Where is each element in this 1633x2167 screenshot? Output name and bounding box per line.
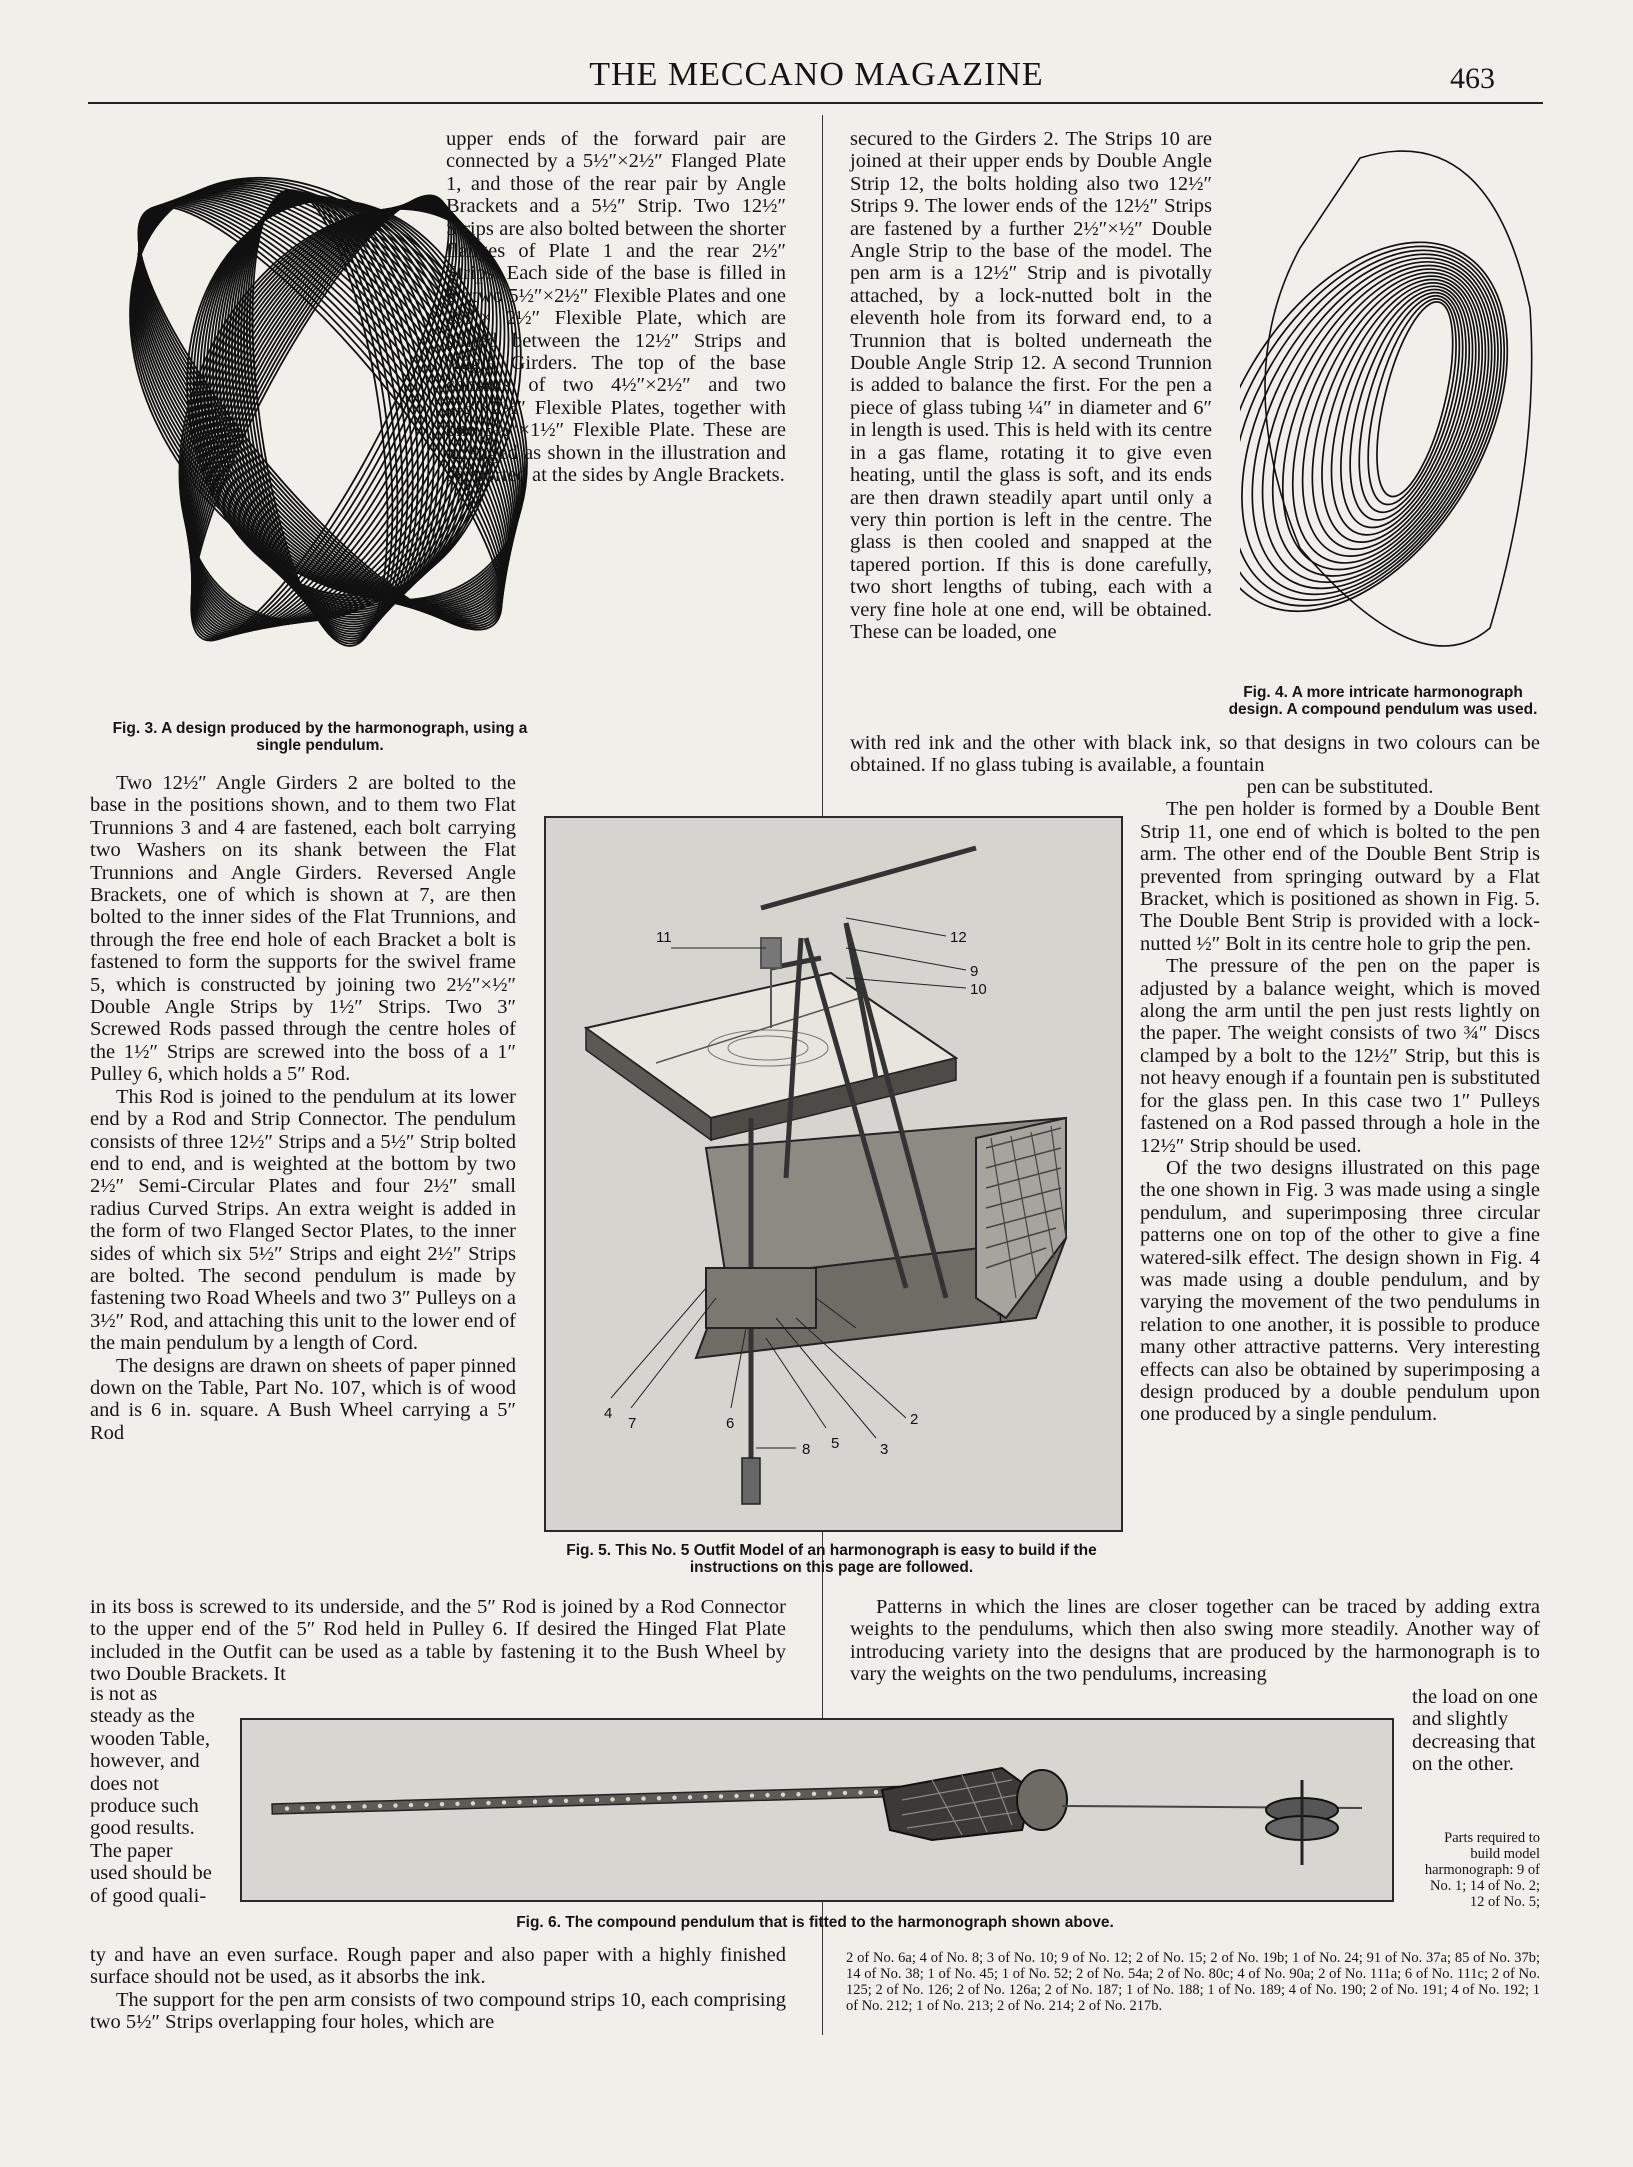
fig5-label-8: 8 <box>802 1441 811 1458</box>
right-column-top-text <box>850 128 1212 643</box>
fig6-strip-hole <box>688 1795 692 1799</box>
left-top-paragraph: upper ends of the forward pair are connected by a 5½″×2½″ Flanged Plate 1, and those of the rear pair by Angle Brackets and a 5½″ Strip. Two 12½″ Strips are also bolted between the shorter flanges of Plate 1 and the rear 2½″ Strips. Each side of the base is filled in by two 5½″×2½″ Flexible Plates and one 2½″× 2½″ Flexible Plate, which are bolted between the 12½″ Strips and Angle Girders. The top of the base consists of two 4½″×2½″ and two 2½″×2½″ Flexible Plates, together with one 5½″×1½″ Flexible Plate. These are arranged as shown in the illustration and supported at the sides by Angle Brackets. <box>446 128 786 487</box>
left-bottom-paragraph-2: The support for the pen arm consists of two compound strips 10, each comprising two 5½″ Strips overlapping four holes, which are <box>90 1988 786 2034</box>
fig6-strip-hole <box>424 1802 428 1806</box>
left-bottom-paragraph-1: ty and have an even surface. Rough paper and also paper with a highly finished surface should not be used, as it absorbs the ink. <box>90 1944 786 1989</box>
fig5-photo <box>544 816 1123 1532</box>
right-mid-paragraph-2: The pen holder is formed by a Double Bent Strip 11, one end of which is bolted to the pen arm. The other end of the Double Bent Strip is prevented from springing outward by a Flat Bracket, which is positioned as shown in Fig. 5. The Double Bent Strip is provided with a lock-nutted ½″ Bolt in its centre hole to grip the pen. <box>1140 798 1540 955</box>
fig5-label-6: 6 <box>726 1415 735 1432</box>
fig6-strip-hole <box>672 1796 676 1800</box>
fig5-model-illustration <box>546 818 1121 1530</box>
fig6-strip-hole <box>641 1796 645 1800</box>
fig6-strip-hole <box>843 1791 847 1795</box>
fig6-pendulum-illustration <box>242 1720 1392 1900</box>
fig6-strip-hole <box>300 1806 304 1810</box>
parts-intro-text: Parts required to build model harmonograph: 9 of No. 1; 14 of No. 2; 12 of No. 5; <box>1424 1830 1540 1910</box>
fig5-label-11: 11 <box>656 929 672 946</box>
fig5-label-5: 5 <box>831 1435 840 1452</box>
fig6-strip-hole <box>765 1793 769 1797</box>
fig6-strip-hole <box>874 1790 878 1794</box>
fig4-ellipse <box>1240 190 1550 664</box>
fig6-strip-hole <box>734 1794 738 1798</box>
fig6-strip-hole <box>703 1795 707 1799</box>
fig6-strip-hole <box>781 1792 785 1796</box>
fig5-label-2: 2 <box>910 1411 919 1428</box>
fig5-label-9: 9 <box>970 963 979 980</box>
parts-intro <box>1412 1830 1540 1910</box>
parts-list <box>846 1950 1540 2014</box>
fig6-strip-hole <box>827 1791 831 1795</box>
right-narrow-paragraph: the load on one and slightly decreasing that on the other. <box>1412 1686 1538 1776</box>
right-column-full-text-2 <box>850 1596 1540 1686</box>
fig4-caption: Fig. 4. A more intricate harmonograph design. A compound pendulum was used. <box>1228 684 1538 718</box>
right-mid-paragraph-1: pen can be substituted. <box>1246 776 1434 798</box>
right-mid-paragraph-3: The pressure of the pen on the paper is adjusted by a balance weight, which is moved along the arm until the pen just rests lightly on the paper. The weight consists of two ¾″ Discs clamped by a bolt to the 12½″ Strip, but this is not heavy enough if a fountain pen is substituted for the glass pen. In this case two 1″ Pulleys fastened on a Rod passed through a hole in the 12½″ Strip should be used. <box>1140 955 1540 1157</box>
right-full-paragraph: with red ink and the other with black ink, so that designs in two colours can be obtained. If no glass tubing is available, a fountain <box>850 732 1540 777</box>
fig6-strip-hole <box>796 1792 800 1796</box>
right-full-paragraph-2: Patterns in which the lines are closer together can be traced by adding extra weights to the pendulums, which then also swing more steadily. Another way of introducing variety into the designs that are produced by the harmonograph is to vary the weights on the two pendulums, increasing <box>850 1596 1540 1686</box>
fig6-strip-hole <box>564 1799 568 1803</box>
fig6-strip-hole <box>362 1804 366 1808</box>
left-column-top-text <box>446 128 786 487</box>
fig6-strip-hole <box>285 1806 289 1810</box>
fig6-strip-hole <box>440 1802 444 1806</box>
left-column-main-text <box>90 772 516 1444</box>
fig6-strip-hole <box>486 1801 490 1805</box>
fig6-photo <box>240 1718 1394 1902</box>
right-column-full-text <box>850 732 1540 777</box>
left-paragraph-3: The designs are drawn on sheets of paper pinned down on the Table, Part No. 107, which is of wood and is 6 in. square. A Bush Wheel carrying a 5″ Rod <box>90 1354 516 1444</box>
fig6-strip-hole <box>533 1799 537 1803</box>
fig6-strip-hole <box>331 1805 335 1809</box>
magazine-title: THE MECCANO MAGAZINE <box>589 56 1044 93</box>
fig3-caption: Fig. 3. A design produced by the harmonograph, using a single pendulum. <box>112 720 528 754</box>
fig6-strip-hole <box>455 1802 459 1806</box>
right-column-narrow-text <box>1412 1686 1540 1776</box>
fig6-strip-hole <box>393 1803 397 1807</box>
fig6-caption: Fig. 6. The compound pendulum that is fitted to the harmonograph shown above. <box>516 1914 1114 1931</box>
fig6-strip-hole <box>610 1797 614 1801</box>
fig4-ellipse <box>1240 197 1550 654</box>
fig6-strip-hole <box>579 1798 583 1802</box>
fig5-label-7: 7 <box>628 1415 637 1432</box>
fig6-strip-hole <box>378 1804 382 1808</box>
header-rule <box>88 102 1543 104</box>
fig4-ellipses <box>1240 190 1550 664</box>
left-full-paragraph: in its boss is screwed to its underside, and the 5″ Rod is joined by a Rod Connector to the upper end of the 5″ Rod held in Pulley 6. If desired the Hinged Flat Plate included in the Outfit can be used as a table by fastening it to the Bush Wheel by two Double Brackets. It <box>90 1596 786 1686</box>
page-number: 463 <box>1450 62 1495 95</box>
fig5-label-4: 4 <box>604 1405 613 1422</box>
parts-list-text: 2 of No. 6a; 4 of No. 8; 3 of No. 10; 9 of No. 12; 2 of No. 15; 2 of No. 19b; 1 of No. 24; 91 of No. 37a; 85 of No. 37b; 14 of No. 38; 1 of No. 45; 1 of No. 52; 2 of No. 54a; 2 of No. 80c; 4 of No. 90a; 2 of No. 111a; 6 of No. 111c; 2 of No. 125; 2 of No. 126; 2 of No. 126a; 2 of No. 187; 1 of No. 188; 1 of No. 189; 4 of No. 190; 2 of No. 191; 4 of No. 192; 1 of No. 212; 1 of No. 213; 2 of No. 214; 2 of No. 217b. <box>846 1950 1540 2014</box>
fig6-strip-hole <box>409 1803 413 1807</box>
fig6-strip-hole <box>548 1799 552 1803</box>
fig6-strip-hole <box>316 1806 320 1810</box>
fig5-label-1: 1 <box>996 1310 1005 1327</box>
right-top-paragraph: secured to the Girders 2. The Strips 10 are joined at their upper ends by Double Angle Strip 12, the bolts holding also two 12½″ Strips 9. The lower ends of the 12½″ Strips are fastened by a further 2½″×½″ Double Angle Strip to the base of the model. The pen arm is a 12½″ Strip and is pivotally attached, by a lock-nutted bolt in the eleventh hole from its forward end, to a Trunnion that is bolted underneath the Double Angle Strip 12. A second Trunnion is added to balance the first. For the pen a piece of glass tubing ¼″ in diameter and 6″ in length is used. This is held with its centre in a gas flame, rotating it to give even heating, until the glass is soft, and its ends are then drawn steadily apart until only a very thin portion is left in the centre. The glass is then cooled and snapped at the tapered portion. If this is done carefully, two short lengths of tubing, each with a very fine hole at one end, will be obtained. These can be loaded, one <box>850 128 1212 643</box>
fig5-label-10: 10 <box>970 981 987 998</box>
fig4-ellipse <box>1240 225 1539 618</box>
fig5-label-3: 3 <box>880 1441 889 1458</box>
fig6-strip-hole <box>347 1805 351 1809</box>
left-paragraph-2: This Rod is joined to the pendulum at its lower end by a Rod and Strip Connector. The pendulum consists of three 12½″ Strips and a 5½″ Strip bolted end to end, and is weighted at the bottom by two 2½″ Semi-Circular Plates and four 2½″ small radius Curved Strips. An extra weight is added in the form of two Flanged Sector Plates, to the inner sides of which six 5½″ Strips and eight 2½″ Strips are bolted. The second pendulum is made by fastening two Road Wheels and two 3″ Pulleys on a 3½″ Rod, and attaching this unit to the lower end of the main pendulum by a length of Cord. <box>90 1085 516 1355</box>
left-paragraph-1: Two 12½″ Angle Girders 2 are bolted to the base in the positions shown, and to them two Flat Trunnions 3 and 4 are fastened, each bolt carrying two Washers on its shank between the Flat Trunnions and Angle Girders. Reversed Angle Brackets, one of which is shown at 7, are then bolted to the inner sides of the Flat Trunnions, and through the free end hole of each Bracket a bolt is fastened to form the supports for the swivel frame 5, which is constructed by joining two 2½″×½″ Double Angle Strips by 1½″ Strips. Two 3″ Screwed Rods passed through the centre holes of the 1½″ Strips are screwed into the boss of a 1″ Pulley 6, which holds a 5″ Rod. <box>90 772 516 1086</box>
fig4-outer-loop <box>1265 151 1532 646</box>
fig6-strip-hole <box>657 1796 661 1800</box>
fig6-strip-hole <box>502 1800 506 1804</box>
fig6-strip-hole <box>719 1794 723 1798</box>
fig4-harmonograph-drawing <box>1240 128 1550 668</box>
fig6-strip-hole <box>471 1801 475 1805</box>
fig6-strip-hole <box>517 1800 521 1804</box>
left-column-full-text <box>90 1596 786 1686</box>
left-narrow-paragraph: is not as steady as the wooden Table, however, and does not produce such good results. The paper used should be of good quali- <box>90 1683 212 1907</box>
fig6-strip-hole <box>750 1793 754 1797</box>
fig5-caption: Fig. 5. This No. 5 Outfit Model of an harmonograph is easy to build if the instructions on this page are followed. <box>566 1542 1097 1576</box>
right-column-mid-text <box>1140 776 1540 1426</box>
fig6-strip-hole <box>595 1798 599 1802</box>
left-column-narrow-text <box>90 1683 212 1907</box>
fig5-label-12: 12 <box>950 929 967 946</box>
fig6-strip-hole <box>858 1790 862 1794</box>
right-mid-paragraph-4: Of the two designs illustrated on this page the one shown in Fig. 3 was made using a single pendulum, and superimposing three circular patterns one on top of the other to give a fine watered-silk effect. The design shown in Fig. 4 was made using a double pendulum, and by varying the movement of the two pendulums in relation to one another, it is possible to produce many other attractive patterns. Very interesting effects can also be obtained by superimposing a design produced by a double pendulum upon one produced by a single pendulum. <box>1140 1156 1540 1426</box>
left-column-bottom-text <box>90 1944 786 2034</box>
fig6-strip-hole <box>812 1792 816 1796</box>
fig6-strip-hole <box>626 1797 630 1801</box>
